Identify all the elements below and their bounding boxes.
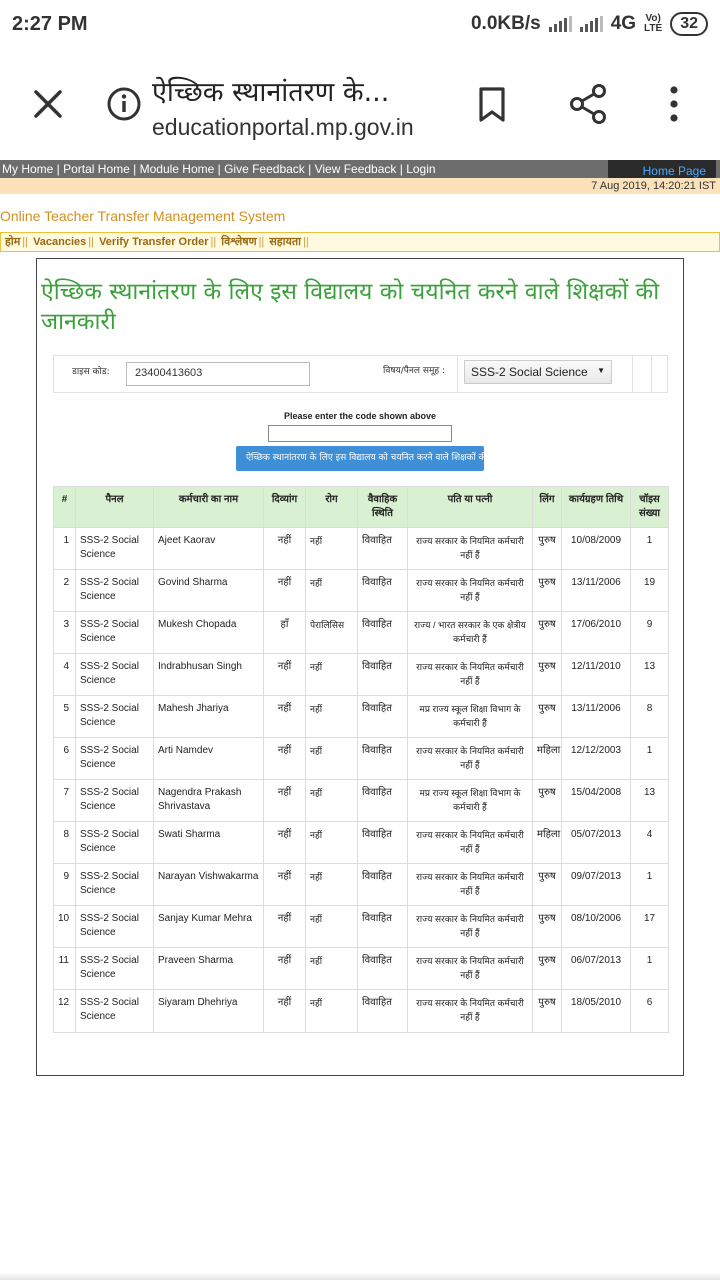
- cell-no: 10: [54, 906, 76, 948]
- cell-panel: SSS-2 Social Science: [76, 654, 154, 696]
- cell-joining: 15/04/2008: [562, 780, 631, 822]
- menu-separator: ||: [302, 236, 309, 248]
- cell-spouse: राज्य सरकार के नियमित कर्मचारी नहीं हैं: [408, 570, 533, 612]
- subject-label: विषय/पैनल समूह :: [383, 366, 445, 376]
- cell-no: 2: [54, 570, 76, 612]
- cell-choice: 8: [631, 696, 669, 738]
- cell-disease: नहीं: [306, 906, 358, 948]
- cell-gender: पुरुष: [533, 990, 562, 1033]
- cell-spouse: राज्य सरकार के नियमित कर्मचारी नहीं हैं: [408, 822, 533, 864]
- cell-choice: 19: [631, 570, 669, 612]
- cell-disease: नहीं: [306, 990, 358, 1033]
- col-header-gender: लिंग: [533, 487, 562, 528]
- battery-level: 32: [680, 15, 698, 32]
- cell-disease: नहीं: [306, 654, 358, 696]
- cell-spouse: राज्य सरकार के नियमित कर्मचारी नहीं हैं: [408, 528, 533, 570]
- col-header-name: कर्मचारी का नाम: [154, 487, 264, 528]
- cell-disease: नहीं: [306, 948, 358, 990]
- cell-name: Mahesh Jhariya: [154, 696, 264, 738]
- cell-joining: 12/11/2010: [562, 654, 631, 696]
- cell-name: Praveen Sharma: [154, 948, 264, 990]
- bottom-edge: [0, 1272, 720, 1280]
- cell-gender: पुरुष: [533, 780, 562, 822]
- menu-separator: ||: [22, 236, 28, 248]
- cell-name: Sanjay Kumar Mehra: [154, 906, 264, 948]
- cell-choice: 1: [631, 528, 669, 570]
- cell-choice: 1: [631, 948, 669, 990]
- cell-panel: SSS-2 Social Science: [76, 528, 154, 570]
- site-menu: [0, 232, 720, 252]
- cell-disease: नहीं: [306, 528, 358, 570]
- cell-joining: 12/12/2003: [562, 738, 631, 780]
- cell-no: 9: [54, 864, 76, 906]
- filter-divider: [457, 356, 458, 392]
- cell-no: 4: [54, 654, 76, 696]
- signal-icon: [549, 16, 572, 32]
- table-row: [54, 528, 669, 570]
- cell-panel: SSS-2 Social Science: [76, 906, 154, 948]
- cell-marital: विवाहित: [358, 696, 408, 738]
- cell-marital: विवाहित: [358, 906, 408, 948]
- cell-spouse: मप्र राज्य स्कूल शिक्षा विभाग के कर्मचारी हैं: [408, 696, 533, 738]
- cell-name: Swati Sharma: [154, 822, 264, 864]
- volte-icon: [644, 14, 662, 34]
- captcha-label: Please enter the code shown above: [283, 411, 437, 421]
- network-type: 4G: [610, 13, 637, 34]
- cell-disease: नहीं: [306, 822, 358, 864]
- cell-disease: नहीं: [306, 738, 358, 780]
- cell-name: Govind Sharma: [154, 570, 264, 612]
- col-header-marital: वैवाहिक स्थिति: [358, 487, 408, 528]
- cell-name: Arti Namdev: [154, 738, 264, 780]
- col-header-no: #: [54, 487, 76, 528]
- current-date: 7 Aug 2019, 14:20:21 IST: [591, 180, 716, 192]
- cell-spouse: राज्य / भारत सरकार के एक क्षेत्रीय कर्मचारी हैं: [408, 612, 533, 654]
- cell-gender: पुरुष: [533, 696, 562, 738]
- cell-divyang: नहीं: [264, 990, 306, 1033]
- cell-panel: SSS-2 Social Science: [76, 990, 154, 1033]
- cell-gender: पुरुष: [533, 528, 562, 570]
- table-header-row: [54, 487, 669, 528]
- cell-marital: विवाहित: [358, 738, 408, 780]
- share-icon[interactable]: [566, 82, 610, 126]
- cell-panel: SSS-2 Social Science: [76, 780, 154, 822]
- cell-marital: विवाहित: [358, 780, 408, 822]
- cell-joining: 08/10/2006: [562, 906, 631, 948]
- cell-gender: पुरुष: [533, 906, 562, 948]
- table-row: [54, 906, 669, 948]
- cell-disease: नहीं: [306, 696, 358, 738]
- cell-gender: महिला: [533, 738, 562, 780]
- cell-no: 8: [54, 822, 76, 864]
- cell-panel: SSS-2 Social Science: [76, 738, 154, 780]
- teachers-table: [53, 486, 669, 1033]
- table-row: [54, 612, 669, 654]
- cell-disease: नहीं: [306, 864, 358, 906]
- cell-gender: पुरुष: [533, 570, 562, 612]
- subject-select[interactable]: [464, 360, 612, 384]
- cell-name: Mukesh Chopada: [154, 612, 264, 654]
- cell-gender: पुरुष: [533, 948, 562, 990]
- cell-marital: विवाहित: [358, 612, 408, 654]
- dropdown-caret-icon: ▼: [597, 366, 605, 375]
- menu-help[interactable]: सहायता: [269, 236, 301, 248]
- subject-value: SSS-2 Social Science: [471, 365, 588, 379]
- info-icon[interactable]: [106, 86, 142, 122]
- filter-row: [53, 355, 668, 393]
- volte-bottom: LTE: [644, 23, 663, 34]
- cell-no: 1: [54, 528, 76, 570]
- cell-marital: विवाहित: [358, 948, 408, 990]
- cell-joining: 13/11/2006: [562, 570, 631, 612]
- menu-separator: ||: [88, 236, 94, 248]
- cell-no: 5: [54, 696, 76, 738]
- cell-panel: SSS-2 Social Science: [76, 612, 154, 654]
- cell-divyang: नहीं: [264, 654, 306, 696]
- table-row: [54, 654, 669, 696]
- portal-nav: [0, 160, 720, 178]
- cell-name: Ajeet Kaorav: [154, 528, 264, 570]
- cell-name: Indrabhusan Singh: [154, 654, 264, 696]
- cell-joining: 06/07/2013: [562, 948, 631, 990]
- status-bar: [0, 0, 720, 48]
- menu-separator: ||: [258, 236, 265, 248]
- cell-divyang: नहीं: [264, 906, 306, 948]
- col-header-joining-date: कार्यग्रहण तिथि: [562, 487, 631, 528]
- cell-spouse: राज्य सरकार के नियमित कर्मचारी नहीं हैं: [408, 864, 533, 906]
- cell-joining: 17/06/2010: [562, 612, 631, 654]
- cell-divyang: नहीं: [264, 780, 306, 822]
- network-speed: 0.0KB/s: [470, 13, 541, 34]
- more-menu-icon[interactable]: [662, 84, 686, 124]
- cell-no: 6: [54, 738, 76, 780]
- menu-vacancies[interactable]: Vacancies: [33, 236, 87, 248]
- cell-divyang: नहीं: [264, 696, 306, 738]
- cell-name: Siyaram Dhehriya: [154, 990, 264, 1033]
- cell-marital: विवाहित: [358, 654, 408, 696]
- cell-panel: SSS-2 Social Science: [76, 570, 154, 612]
- dise-code-input[interactable]: 23400413603: [126, 362, 310, 386]
- site-title: Online Teacher Transfer Management System: [0, 208, 286, 224]
- menu-verify-transfer-order[interactable]: Verify Transfer Order: [99, 236, 209, 248]
- filter-divider: [632, 356, 633, 392]
- cell-marital: विवाहित: [358, 990, 408, 1033]
- cell-panel: SSS-2 Social Science: [76, 822, 154, 864]
- volte-top: Vo): [645, 13, 661, 24]
- cell-disease: पेरालिसिस: [306, 612, 358, 654]
- table-row: [54, 570, 669, 612]
- cell-spouse: राज्य सरकार के नियमित कर्मचारी नहीं हैं: [408, 906, 533, 948]
- cell-no: 3: [54, 612, 76, 654]
- cell-name: Narayan Vishwakarma: [154, 864, 264, 906]
- page-url[interactable]: educationportal.mp.gov.in: [152, 114, 414, 140]
- table-row: [54, 990, 669, 1033]
- cell-name: Nagendra Prakash Shrivastava: [154, 780, 264, 822]
- cell-divyang: नहीं: [264, 948, 306, 990]
- cell-divyang: नहीं: [264, 864, 306, 906]
- cell-joining: 18/05/2010: [562, 990, 631, 1033]
- cell-joining: 13/11/2006: [562, 696, 631, 738]
- captcha-input[interactable]: [268, 425, 452, 442]
- cell-spouse: राज्य सरकार के नियमित कर्मचारी नहीं हैं: [408, 948, 533, 990]
- cell-joining: 09/07/2013: [562, 864, 631, 906]
- cell-divyang: नहीं: [264, 738, 306, 780]
- cell-spouse: राज्य सरकार के नियमित कर्मचारी नहीं हैं: [408, 990, 533, 1033]
- menu-analysis[interactable]: विश्लेषण: [221, 236, 257, 248]
- col-header-panel: पैनल: [76, 487, 154, 528]
- signal-icon-2: [580, 16, 603, 32]
- cell-no: 7: [54, 780, 76, 822]
- cell-spouse: राज्य सरकार के नियमित कर्मचारी नहीं हैं: [408, 654, 533, 696]
- cell-divyang: नहीं: [264, 822, 306, 864]
- cell-disease: नहीं: [306, 780, 358, 822]
- content-panel: [36, 258, 684, 1076]
- cell-choice: 4: [631, 822, 669, 864]
- cell-choice: 13: [631, 780, 669, 822]
- page-title: ऐच्छिक स्थानांतरण के...: [152, 77, 390, 108]
- cell-spouse: राज्य सरकार के नियमित कर्मचारी नहीं हैं: [408, 738, 533, 780]
- battery-icon: [670, 12, 708, 36]
- cell-no: 12: [54, 990, 76, 1033]
- cell-gender: पुरुष: [533, 864, 562, 906]
- dise-code-label: डाइस कोड:: [72, 367, 110, 377]
- close-icon[interactable]: [30, 86, 66, 122]
- table-row: [54, 738, 669, 780]
- cell-marital: विवाहित: [358, 570, 408, 612]
- filter-divider: [651, 356, 652, 392]
- cell-choice: 1: [631, 864, 669, 906]
- status-time: 2:27 PM: [12, 12, 88, 35]
- cell-choice: 1: [631, 738, 669, 780]
- col-header-divyang: दिव्यांग: [264, 487, 306, 528]
- view-teachers-button[interactable]: ऐच्छिक स्थानांतरण के लिए इस विद्यालय को चयनित करने वाले शिक्षकों की जानकारी देखें: [236, 446, 484, 471]
- table-row: [54, 948, 669, 990]
- bookmark-icon[interactable]: [476, 86, 508, 124]
- table-row: [54, 864, 669, 906]
- cell-spouse: मप्र राज्य स्कूल शिक्षा विभाग के कर्मचारी हैं: [408, 780, 533, 822]
- cell-gender: पुरुष: [533, 654, 562, 696]
- cell-panel: SSS-2 Social Science: [76, 696, 154, 738]
- col-header-spouse: पति या पत्नी: [408, 487, 533, 528]
- status-indicators: [471, 12, 708, 36]
- menu-home[interactable]: होम: [5, 236, 21, 248]
- cell-marital: विवाहित: [358, 528, 408, 570]
- cell-no: 11: [54, 948, 76, 990]
- table-row: [54, 822, 669, 864]
- col-header-disease: रोग: [306, 487, 358, 528]
- cell-marital: विवाहित: [358, 864, 408, 906]
- cell-choice: 9: [631, 612, 669, 654]
- cell-joining: 05/07/2013: [562, 822, 631, 864]
- page-heading: ऐच्छिक स्थानांतरण के लिए इस विद्यालय को चयनित करने वाले शिक्षकों की जानकारी: [41, 279, 660, 335]
- col-header-choice-count: चॉइस संख्या: [631, 487, 669, 528]
- cell-disease: नहीं: [306, 570, 358, 612]
- table-row: [54, 696, 669, 738]
- cell-joining: 10/08/2009: [562, 528, 631, 570]
- home-page-button[interactable]: Home Page: [608, 160, 716, 182]
- table-row: [54, 780, 669, 822]
- cell-choice: 17: [631, 906, 669, 948]
- portal-nav-links[interactable]: My Home | Portal Home | Module Home | Give Feedback | View Feedback | Login: [2, 162, 436, 176]
- cell-choice: 13: [631, 654, 669, 696]
- cell-divyang: नहीं: [264, 570, 306, 612]
- cell-divyang: नहीं: [264, 528, 306, 570]
- cell-choice: 6: [631, 990, 669, 1033]
- cell-gender: पुरुष: [533, 612, 562, 654]
- cell-marital: विवाहित: [358, 822, 408, 864]
- cell-divyang: हाँ: [264, 612, 306, 654]
- cell-panel: SSS-2 Social Science: [76, 948, 154, 990]
- date-strip: [0, 178, 720, 194]
- cell-panel: SSS-2 Social Science: [76, 864, 154, 906]
- menu-separator: ||: [210, 236, 217, 248]
- cell-gender: महिला: [533, 822, 562, 864]
- browser-toolbar: [0, 48, 720, 160]
